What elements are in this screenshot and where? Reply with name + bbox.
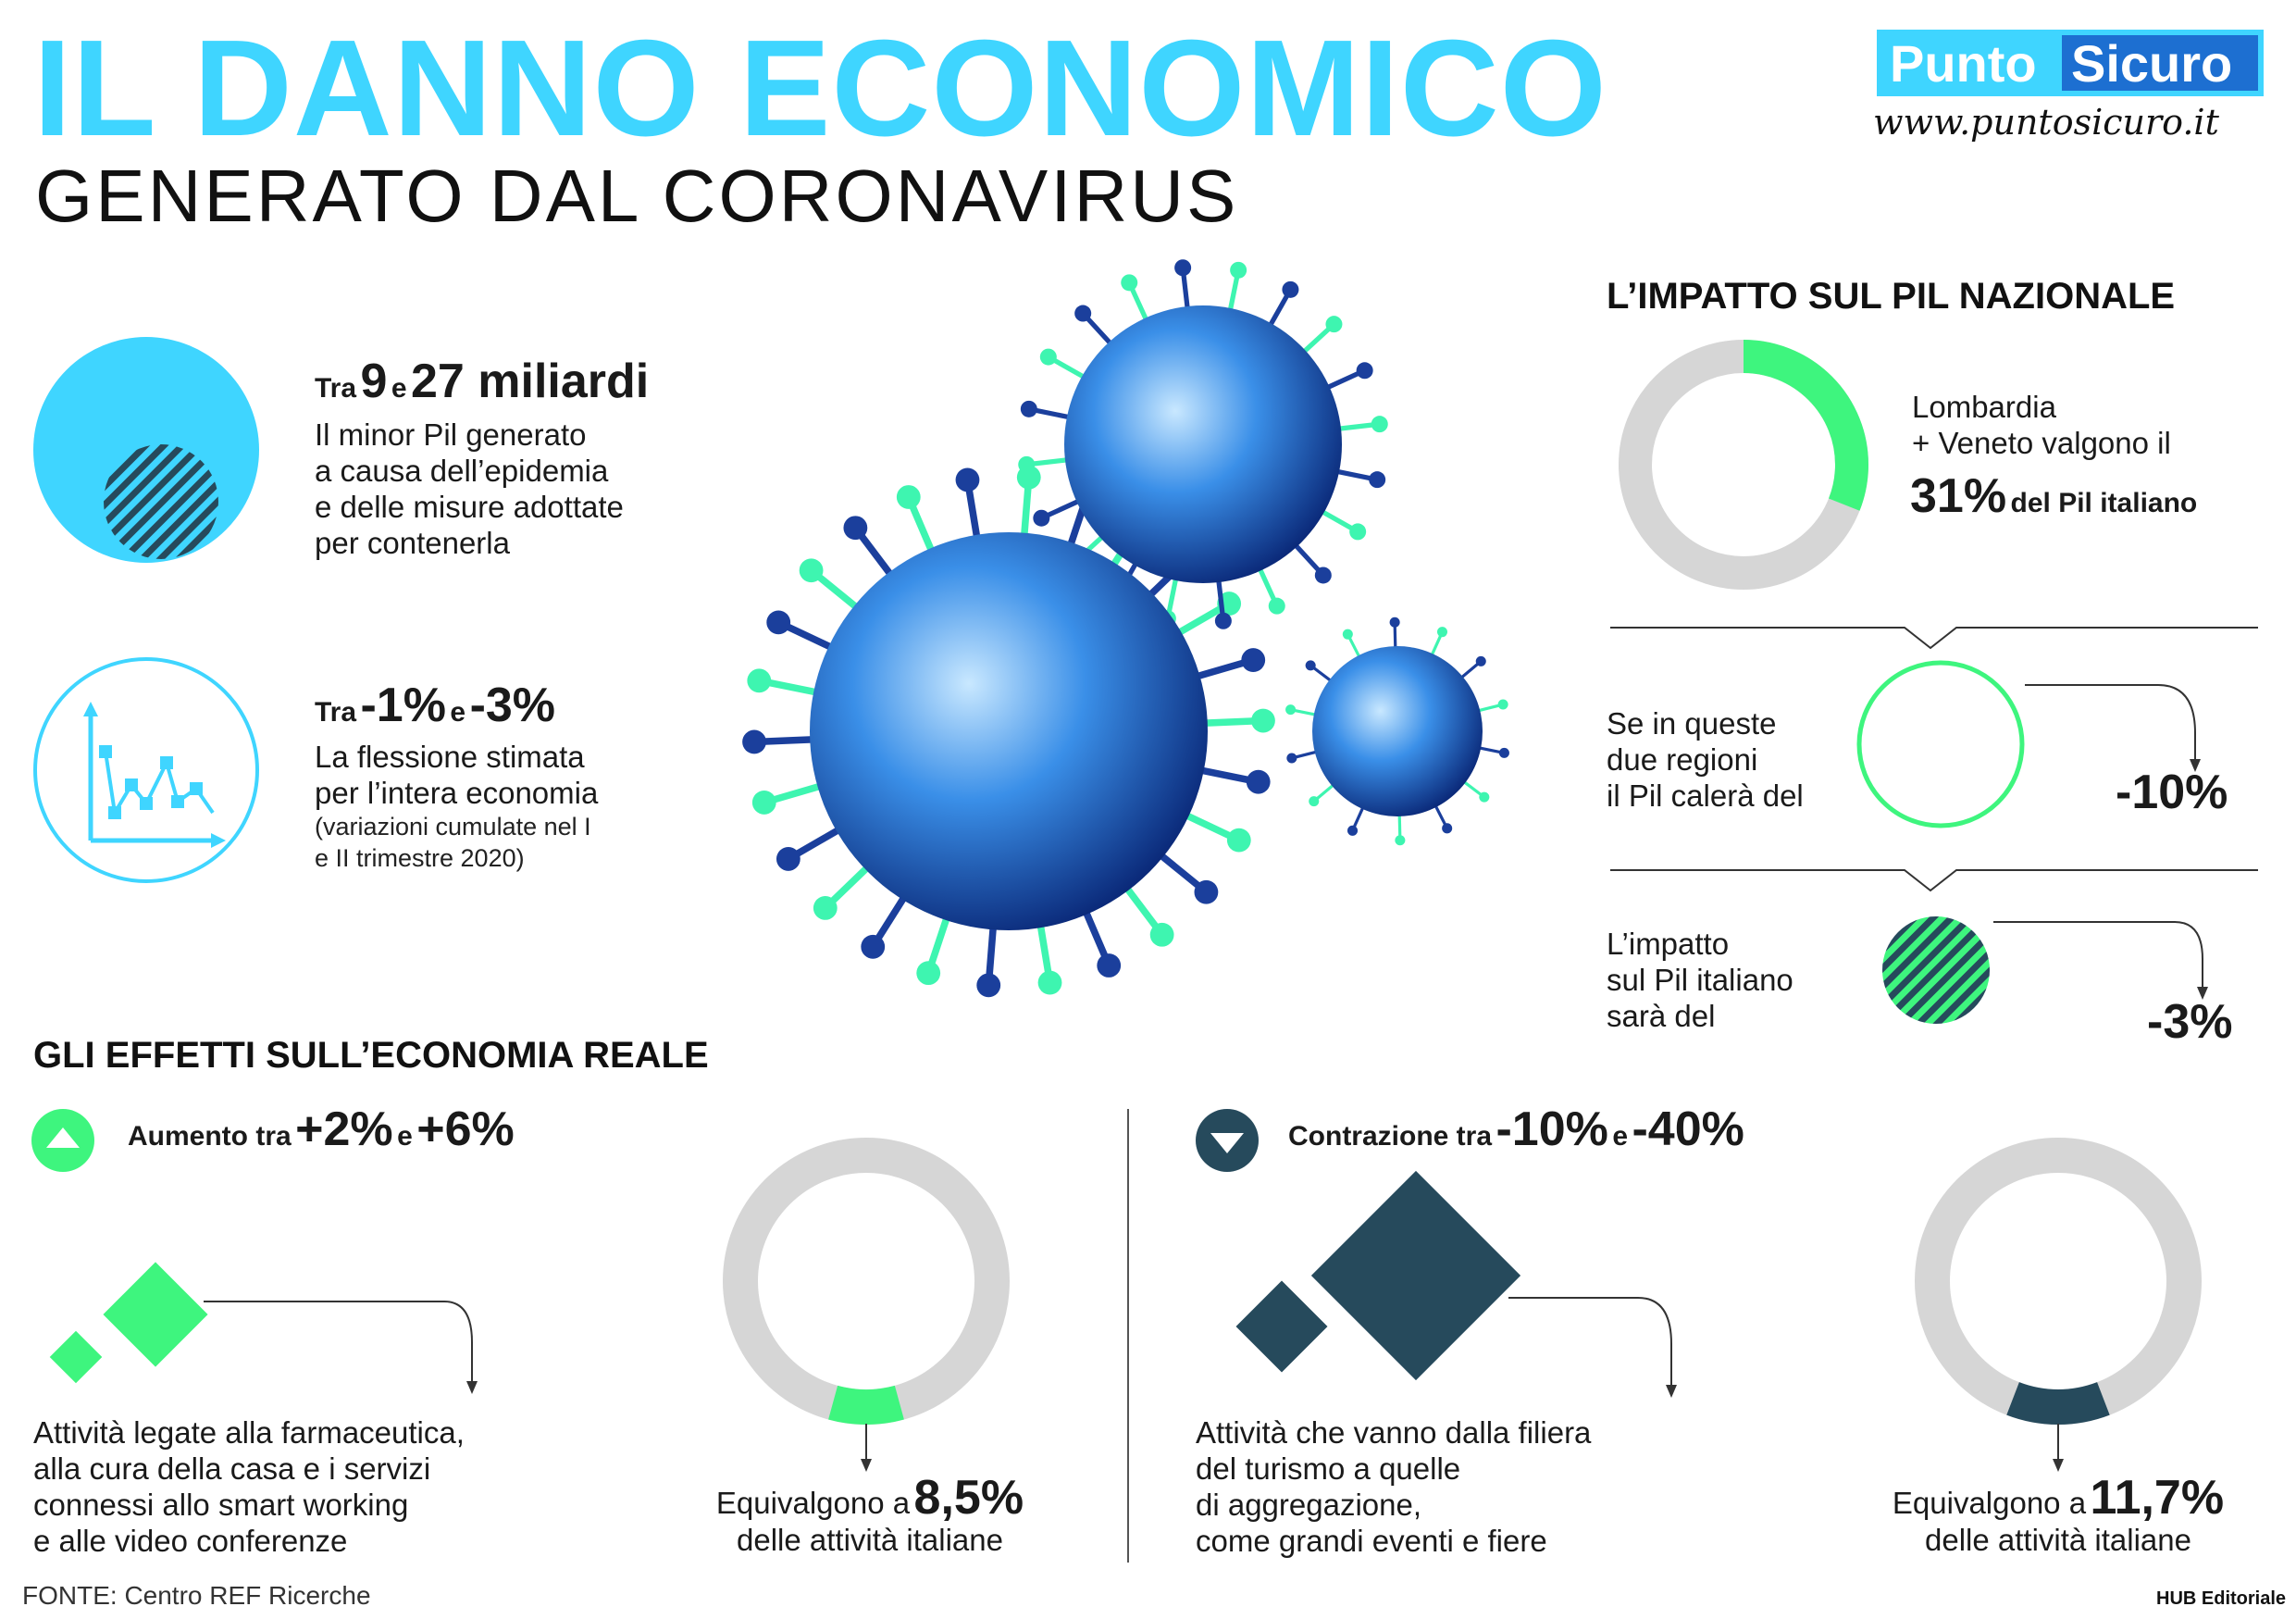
stat-pil-high: 27 miliardi	[411, 355, 650, 408]
pil-nazionale-heading: L’IMPATTO SUL PIL NAZIONALE	[1607, 276, 2176, 317]
down-equiv-suffix: delle attività italiane	[1924, 1523, 2191, 1557]
virus-large	[810, 532, 1208, 930]
pil-share-value: 31%	[1910, 469, 2007, 523]
down-headline: Contrazione tra -10% e -40%	[1288, 1102, 1744, 1156]
stat-pil-prefix: Tra	[315, 373, 357, 404]
pil-circle-icon	[31, 335, 261, 565]
virus-small	[1312, 646, 1483, 816]
logo-graphic	[1877, 30, 2264, 96]
pil-impact-text: L’impatto sul Pil italiano sarà del	[1607, 927, 1793, 1033]
virus-medium	[1064, 305, 1342, 583]
up-equiv-line: Equivalgono a 8,5%	[715, 1471, 1024, 1525]
stat-pil-conj: e	[391, 373, 407, 404]
stat-pil-description: Il minor Pil generato a causa dell’epidemia e delle misure adottate per contenerla	[315, 417, 624, 560]
down-description: Attività che vanno dalla filiera del turismo a quelle di aggregazione, come grandi eventi e fiere	[1196, 1415, 1592, 1558]
divider-2	[1610, 861, 2258, 898]
pil-share-text: Lombardia + Veneto valgono il	[1912, 390, 2171, 460]
down-share-donut	[1912, 1135, 2204, 1487]
stat-flessione-description: La flessione stimata per l’intera economia	[315, 740, 599, 810]
pil-impact-value: -3%	[2147, 995, 2233, 1049]
puntosicuro-logo[interactable]	[1877, 30, 2264, 96]
column-divider	[1127, 1109, 1129, 1563]
arrow-up-icon	[30, 1107, 96, 1174]
stat-pil-low: 9	[360, 355, 388, 408]
page-subtitle: GENERATO DAL CORONAVIRUS	[35, 155, 1239, 237]
pil-drop-value: -10%	[2116, 766, 2228, 819]
up-diamonds-graphic	[37, 1259, 481, 1407]
down-equiv-line: Equivalgono a 11,7%	[1892, 1471, 2225, 1525]
up-share-donut	[720, 1135, 1012, 1487]
up-share-arc	[720, 1135, 1012, 1436]
pil-share-value-line	[1910, 468, 2197, 524]
logo-url[interactable]: www.puntosicuro.it	[1873, 102, 2219, 143]
pil-share-suffix: del Pil italiano	[2010, 488, 2198, 518]
page-title: IL DANNO ECONOMICO	[33, 12, 1607, 165]
up-headline: Aumento tra +2% e +6%	[128, 1102, 515, 1156]
coronavirus-illustration	[703, 241, 1629, 1074]
footer-credit: HUB Editoriale	[2156, 1588, 2287, 1609]
divider-1	[1610, 615, 2258, 652]
line-chart-icon	[31, 655, 261, 885]
pil-drop-text: Se in queste due regioni il Pil calerà del	[1607, 706, 1804, 813]
up-equiv-suffix: delle attività italiane	[736, 1523, 1003, 1557]
stat-flessione-headline: Tra -1% e -3%	[315, 679, 556, 732]
pil-share-donut	[1614, 335, 1873, 594]
footer-source: FONTE: Centro REF Ricerche	[22, 1581, 371, 1610]
down-diamonds-graphic	[1203, 1168, 1684, 1409]
economia-reale-heading: GLI EFFETTI SULL’ECONOMIA REALE	[33, 1035, 709, 1076]
arrow-down-icon	[1194, 1107, 1260, 1174]
stat-flessione-note: (variazioni cumulate nel I e II trimestre 2020)	[315, 813, 591, 872]
logo-part1: Punto	[1890, 34, 2037, 93]
logo-part2: Sicuro	[2071, 34, 2233, 93]
up-description: Attività legate alla farmaceutica, alla cura della casa e i servizi connessi allo smart working e alle video conferenze	[33, 1415, 465, 1558]
